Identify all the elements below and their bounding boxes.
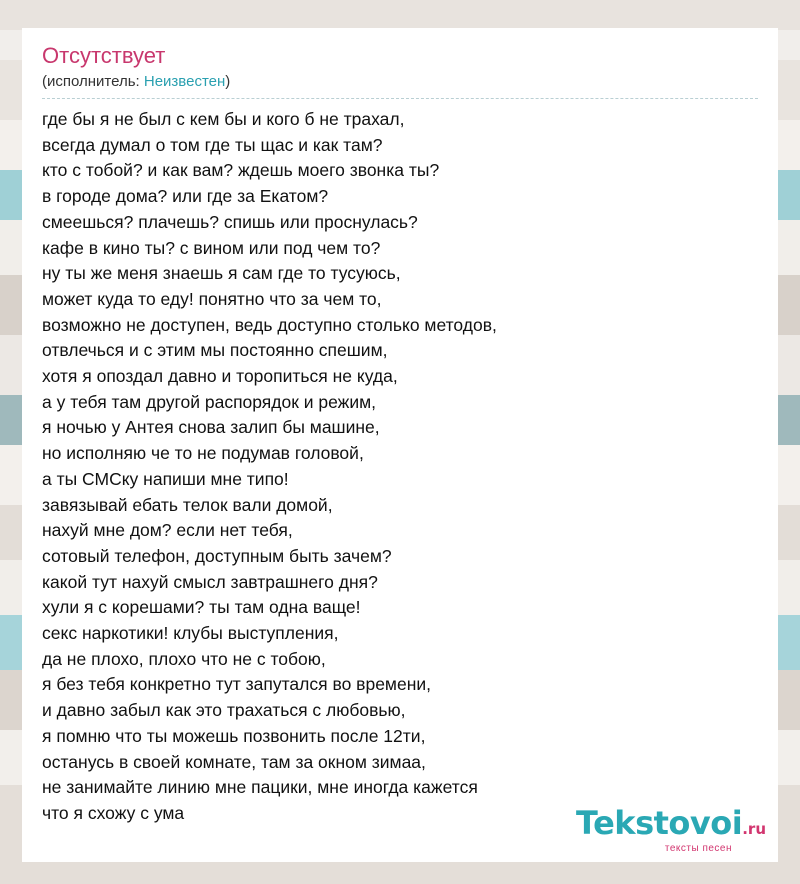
lyric-line: я ночью у Антея снова залип бы машине, [42,417,380,438]
artist-line [42,72,758,92]
lyric-line: но исполняю че то не подумав головой, [42,443,364,464]
lyric-line: нахуй мне дом? если нет тебя, [42,520,293,541]
title-divider [42,98,758,99]
logo-tagline: тексты песен [664,843,732,854]
lyric-line: не занимайте линию мне пацики, мне иногда кажется [42,777,478,798]
lyrics-card [22,28,778,862]
lyric-line: хули я с корешами? ты там одна ваще! [42,597,361,618]
lyric-line: секс наркотики! клубы выступления, [42,623,339,644]
lyric-line: останусь в своей комнате, там за окном зимаа, [42,751,426,772]
lyric-line: может куда то еду! понятно что за чем то, [42,288,382,309]
artist-suffix: ) [225,73,231,90]
lyric-line: хотя я опоздал давно и торопиться не куда, [42,366,398,387]
lyric-line: да не плохо, плохо что не с тобою, [42,648,326,669]
lyric-line: я без тебя конкретно тут запутался во времени, [42,674,431,695]
artist-prefix: (исполнитель: [42,73,144,90]
lyric-line: возможно не доступен, ведь доступно столько методов, [42,314,497,335]
lyric-line: какой тут нахуй смысл завтрашнего дня? [42,571,378,592]
lyric-line: я помню что ты можешь позвонить после 12ти, [42,725,426,746]
artist-link[interactable]: Неизвестен [143,73,226,90]
lyric-line: всегда думал о том где ты щас и как там? [42,134,383,155]
logo-main-text: Tekstovoi [576,804,743,842]
lyric-line: кафе в кино ты? с вином или под чем то? [42,237,381,258]
logo-tld: .ru [742,820,766,838]
lyric-line: где бы я не был с кем бы и кого б не трахал, [42,109,405,129]
lyric-line: завязывай ебать телок вали домой, [42,494,333,515]
site-logo[interactable] [576,806,766,854]
lyric-line: сотовый телефон, доступным быть зачем? [42,545,392,566]
lyric-line: а у тебя там другой распорядок и режим, [42,391,377,412]
lyric-line: отвлечься и с этим мы постоянно спешим, [42,340,388,361]
lyric-line: и давно забыл как это трахаться с любовью, [42,700,406,721]
lyric-line: ну ты же меня знаешь я сам где то тусуюсь, [42,263,401,284]
lyric-line: в городе дома? или где за Екатом? [42,186,329,207]
lyric-line: смеешься? плачешь? спишь или проснулась? [42,211,418,232]
lyrics-text [42,107,758,827]
song-title: Отсутствует [42,43,166,68]
lyric-line: кто с тобой? и как вам? ждешь моего звонка ты? [42,160,440,181]
lyric-line: а ты СМСку напиши мне типо! [42,468,289,489]
logo-wordmark [576,806,766,846]
lyric-line: что я схожу с ума [42,802,185,823]
